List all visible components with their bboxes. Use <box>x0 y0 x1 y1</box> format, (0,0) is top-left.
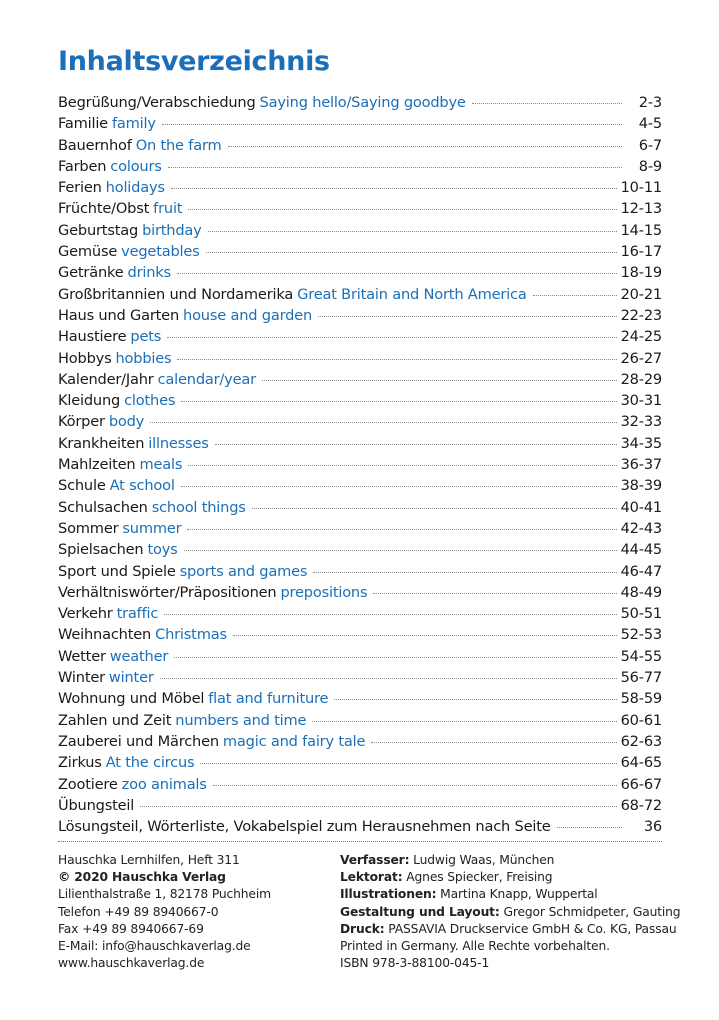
imprint-credits <box>340 852 680 972</box>
toc-entry <box>58 135 662 156</box>
imprint-text: Fax +49 89 8940667-69 <box>58 921 204 936</box>
dot-leader <box>373 593 616 594</box>
imprint-text: ISBN 978-3-88100-045-1 <box>340 956 490 971</box>
imprint-line <box>340 938 680 955</box>
dot-leader <box>252 508 617 509</box>
toc-entry-page: 6-7 <box>638 136 662 154</box>
dot-leader <box>181 486 617 487</box>
toc-entry <box>58 603 662 624</box>
imprint-line <box>58 852 271 869</box>
toc-entry-german: Winter <box>58 669 105 687</box>
dot-leader <box>188 465 616 466</box>
toc-entry-english: illnesses <box>148 434 209 452</box>
toc-entry-page: 4-5 <box>638 115 662 133</box>
imprint-text: Agnes Spiecker, Freising <box>406 870 553 885</box>
toc-entry-english: sports and games <box>179 562 308 580</box>
dot-leader <box>208 231 617 232</box>
imprint-label: Druck: <box>340 921 385 936</box>
toc-entry-page: 36 <box>643 818 662 836</box>
toc-entry-page: 58-59 <box>620 690 662 708</box>
toc-entry-page: 44-45 <box>620 541 662 559</box>
toc-entry <box>58 561 662 582</box>
toc-entry <box>58 92 662 113</box>
toc-entry <box>58 177 662 198</box>
imprint-label: © 2020 Hauschka Verlag <box>58 870 226 885</box>
dot-leader <box>181 401 616 402</box>
toc-entry-page: 10-11 <box>620 179 662 197</box>
toc-entry-page: 68-72 <box>620 796 662 814</box>
dot-leader <box>174 657 616 658</box>
toc-entry-english: school things <box>151 498 246 516</box>
toc-entry-page: 18-19 <box>620 264 662 282</box>
toc-entry-page: 50-51 <box>620 605 662 623</box>
toc-entry-page: 40-41 <box>620 498 662 516</box>
toc-entry-page: 38-39 <box>620 477 662 495</box>
toc-entry-german: Farben <box>58 157 107 175</box>
toc-entry-english: colours <box>110 157 162 175</box>
dot-leader <box>200 763 616 764</box>
toc-entry-german: Mahlzeiten <box>58 456 136 474</box>
divider <box>58 841 662 842</box>
imprint-text: www.hauschkaverlag.de <box>58 956 205 971</box>
toc-entry <box>58 241 662 262</box>
toc-entry <box>58 220 662 241</box>
toc-entry-german: Sommer <box>58 519 119 537</box>
toc-entry-german: Lösungsteil, Wörterliste, Vokabelspiel zum Herausnehmen nach Seite <box>58 818 551 836</box>
dot-leader <box>318 316 617 317</box>
imprint-label: Verfasser: <box>340 853 410 867</box>
toc-entry-german: Übungsteil <box>58 796 135 814</box>
toc-entry-page: 20-21 <box>620 285 662 303</box>
toc-entry-german: Spielsachen <box>58 541 144 559</box>
toc-entry-page: 52-53 <box>620 626 662 644</box>
toc-entry-german: Schulsachen <box>58 498 148 516</box>
toc-entry-page: 46-47 <box>620 562 662 580</box>
toc-entry-german: Wetter <box>58 647 106 665</box>
dot-leader <box>164 614 616 615</box>
toc-entry-english: traffic <box>116 605 159 623</box>
toc-entry-english: prepositions <box>280 583 368 601</box>
toc-entry-page: 56-77 <box>620 669 662 687</box>
toc-entry-page: 60-61 <box>620 711 662 729</box>
toc-entry-german: Ferien <box>58 179 102 197</box>
toc-entry <box>58 497 662 518</box>
imprint-text: Gregor Schmidpeter, Gauting <box>503 904 681 919</box>
toc-entry-page: 12-13 <box>620 200 662 218</box>
dot-leader <box>312 721 616 722</box>
toc-entry <box>58 582 662 603</box>
toc-entry-page: 2-3 <box>638 94 662 111</box>
toc-entry <box>58 646 662 667</box>
toc-entry <box>58 284 662 305</box>
toc-entry-english: family <box>111 115 156 133</box>
dot-leader <box>184 550 617 551</box>
dot-leader <box>334 699 616 700</box>
imprint-label: Lektorat: <box>340 870 403 885</box>
toc-entry-german: Hobbys <box>58 349 112 367</box>
imprint-line <box>58 869 271 886</box>
dot-leader <box>215 444 617 445</box>
imprint-line <box>58 921 271 938</box>
toc-entry-german: Zootiere <box>58 775 118 793</box>
toc-entry-german: Haus und Garten <box>58 306 180 324</box>
imprint-line <box>340 904 680 921</box>
toc-entry-english: Great Britain and North America <box>297 285 527 303</box>
imprint-line <box>340 852 680 869</box>
toc-entry-page: 48-49 <box>620 583 662 601</box>
toc-entry-page: 16-17 <box>620 243 662 261</box>
toc-entry-german: Begrüßung/Verabschiedung <box>58 94 256 111</box>
dot-leader <box>150 422 616 423</box>
toc-entry-english: weather <box>109 647 169 665</box>
toc-entry-page: 54-55 <box>620 647 662 665</box>
imprint-text: PASSAVIA Druckservice GmbH & Co. KG, Passau <box>388 921 677 936</box>
toc-entry-page: 24-25 <box>620 328 662 346</box>
imprint-line <box>58 886 271 903</box>
dot-leader <box>160 678 617 679</box>
toc-entry-page: 28-29 <box>620 370 662 388</box>
imprint-label: Gestaltung und Layout: <box>340 904 500 919</box>
imprint-line <box>58 955 271 972</box>
dot-leader <box>140 806 616 807</box>
toc-entry-english: birthday <box>142 221 202 239</box>
dot-leader <box>262 380 617 381</box>
toc-entry <box>58 731 662 752</box>
dot-leader <box>228 146 622 147</box>
dot-leader <box>472 103 622 104</box>
imprint-text: Lilienthalstraße 1, 82178 Puchheim <box>58 887 271 902</box>
toc-entry-german: Verhältniswörter/Präpositionen <box>58 583 277 601</box>
toc-entry-page: 14-15 <box>620 221 662 239</box>
toc-entry <box>58 369 662 390</box>
toc-entry-german: Früchte/Obst <box>58 200 150 218</box>
dot-leader <box>177 359 616 360</box>
dot-leader <box>168 167 622 168</box>
toc-entry <box>58 390 662 411</box>
toc-entry-german: Zauberei und Märchen <box>58 732 219 750</box>
toc-entry-german: Kalender/Jahr <box>58 370 154 388</box>
toc-entry <box>58 688 662 709</box>
toc-entry <box>58 348 662 369</box>
toc-entry <box>58 752 662 773</box>
toc-entry-page: 8-9 <box>638 157 662 175</box>
toc-entry-page: 26-27 <box>620 349 662 367</box>
imprint-text: E-Mail: info@hauschkaverlag.de <box>58 939 251 954</box>
toc-entry <box>58 816 662 837</box>
dot-leader <box>371 742 616 743</box>
dot-leader <box>188 209 616 210</box>
toc-entry-english: toys <box>147 541 178 559</box>
toc-entry <box>58 198 662 219</box>
dot-leader <box>533 295 617 296</box>
toc-entry <box>58 262 662 283</box>
toc-entry <box>58 433 662 454</box>
toc-entry-german: Gemüse <box>58 243 118 261</box>
toc-entry <box>58 518 662 539</box>
toc-entry-german: Zahlen und Zeit <box>58 711 172 729</box>
toc-entry-german: Verkehr <box>58 605 113 623</box>
toc-entry-german: Bauernhof <box>58 136 132 154</box>
toc-entry-english: clothes <box>124 392 176 410</box>
dot-leader <box>171 188 617 189</box>
imprint-line <box>340 869 680 886</box>
toc-entry <box>58 774 662 795</box>
imprint-text: Martina Knapp, Wuppertal <box>440 887 598 902</box>
imprint-text: Printed in Germany. Alle Rechte vorbehalten. <box>340 939 610 954</box>
toc-entry-page: 66-67 <box>620 775 662 793</box>
dot-leader <box>167 337 616 338</box>
imprint-line <box>58 938 271 955</box>
toc-entry-english: winter <box>108 669 154 687</box>
toc-entry-page: 32-33 <box>620 413 662 431</box>
toc-entry <box>58 113 662 134</box>
toc-entry <box>58 475 662 496</box>
toc-entry <box>58 305 662 326</box>
dot-leader <box>177 273 617 274</box>
toc-entry-page: 42-43 <box>620 519 662 537</box>
toc-entry-english: At school <box>109 477 175 495</box>
imprint-line <box>340 886 680 903</box>
imprint-text: Ludwig Waas, München <box>413 853 555 867</box>
toc-entry-english: Saying hello/Saying goodbye <box>259 94 466 111</box>
toc-entry <box>58 454 662 475</box>
toc-entry-english: fruit <box>153 200 183 218</box>
toc-entry-english: holidays <box>105 179 165 197</box>
toc-entry-english: numbers and time <box>175 711 307 729</box>
toc-entry-english: zoo animals <box>121 775 207 793</box>
imprint-text: Telefon +49 89 8940667-0 <box>58 904 219 919</box>
toc-entry-english: magic and fairy tale <box>222 732 366 750</box>
toc-entry <box>58 795 662 816</box>
imprint-line <box>58 904 271 921</box>
toc-entry-german: Großbritannien und Nordamerika <box>58 285 294 303</box>
dot-leader <box>206 252 617 253</box>
dot-leader <box>213 785 617 786</box>
toc-entry-german: Sport und Spiele <box>58 562 176 580</box>
dot-leader <box>162 124 622 125</box>
toc-entry-german: Krankheiten <box>58 434 145 452</box>
toc-entry-english: pets <box>130 328 162 346</box>
imprint-label: Illustrationen: <box>340 887 437 902</box>
toc-entry-english: Christmas <box>155 626 227 644</box>
toc-entry-english: drinks <box>127 264 171 282</box>
toc-entry-english: On the farm <box>135 136 222 154</box>
toc-entry-page: 22-23 <box>620 306 662 324</box>
toc-entry <box>58 624 662 645</box>
toc-entry-english: vegetables <box>121 243 200 261</box>
imprint-publisher <box>58 852 271 972</box>
imprint-text: Hauschka Lernhilfen, Heft 311 <box>58 853 240 867</box>
toc-entry <box>58 411 662 432</box>
toc-entry-page: 36-37 <box>620 456 662 474</box>
toc-entry-english: At the circus <box>105 754 195 772</box>
toc-entry-english: meals <box>139 456 183 474</box>
toc-entry <box>58 539 662 560</box>
toc-entry-german: Zirkus <box>58 754 102 772</box>
imprint-line <box>340 921 680 938</box>
toc-entry-english: summer <box>122 519 182 537</box>
toc-entry <box>58 156 662 177</box>
toc-entry-page: 64-65 <box>620 754 662 772</box>
dot-leader <box>313 572 616 573</box>
toc-entry-german: Weihnachten <box>58 626 152 644</box>
toc-entry-english: calendar/year <box>157 370 256 388</box>
toc-entry-german: Körper <box>58 413 105 431</box>
page-title: Inhaltsverzeichnis <box>58 46 330 77</box>
toc-entry-english: hobbies <box>115 349 172 367</box>
imprint-line <box>340 955 680 972</box>
toc-entry-german: Getränke <box>58 264 124 282</box>
dot-leader <box>557 827 622 828</box>
toc-entry-english: body <box>108 413 145 431</box>
toc-entry-page: 30-31 <box>620 392 662 410</box>
toc-entry-german: Kleidung <box>58 392 121 410</box>
toc-entry-german: Haustiere <box>58 328 127 346</box>
toc-entry-english: house and garden <box>183 306 313 324</box>
toc-entry <box>58 667 662 688</box>
toc-entry-page: 34-35 <box>620 434 662 452</box>
toc-entry-german: Geburtstag <box>58 221 139 239</box>
toc-entry <box>58 326 662 347</box>
dot-leader <box>233 635 617 636</box>
toc-entry <box>58 710 662 731</box>
toc-entry-page: 62-63 <box>620 732 662 750</box>
table-of-contents <box>58 92 662 837</box>
toc-entry-german: Schule <box>58 477 106 495</box>
toc-entry-english: flat and furniture <box>208 690 329 708</box>
dot-leader <box>187 529 616 530</box>
toc-entry-german: Wohnung und Möbel <box>58 690 205 708</box>
toc-entry-german: Familie <box>58 115 108 133</box>
